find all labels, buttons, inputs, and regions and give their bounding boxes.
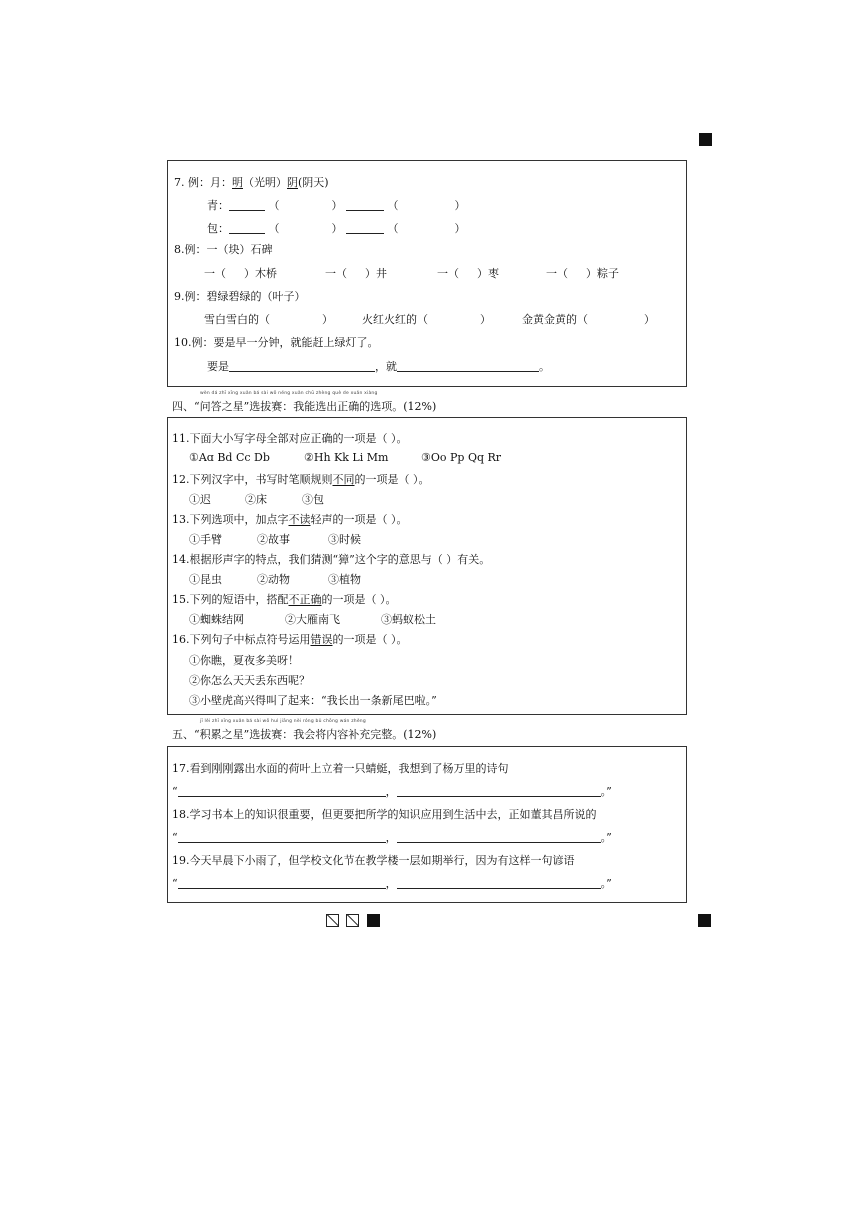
- section4-pinyin: wèn dá zhī xīng xuǎn bá sài wǒ néng xuǎn chū zhèng què de xuǎn xiàng: [200, 391, 378, 396]
- q18-answer-line: “ ， 。”: [172, 831, 612, 844]
- section5-title: 五、“积累之星”选拔赛：我会将内容补充完整。(12%): [172, 728, 437, 741]
- q17-blank-1[interactable]: [178, 785, 386, 797]
- registration-mark-top-right: [699, 133, 712, 146]
- q19-answer-line: “ ， 。”: [172, 877, 612, 890]
- q14-stem: 14.根据形声字的特点，我们猜测“獐”这个字的意思与（ ）有关。: [172, 553, 491, 566]
- q11-option-3[interactable]: ③Oo Pp Qq Rr: [421, 451, 502, 464]
- q9-item-2[interactable]: 火红火红的（ ）: [362, 313, 491, 326]
- q10-blank-2[interactable]: [397, 360, 539, 372]
- section5-pinyin: jī lěi zhī xīng xuǎn bá sài wǒ huì jiāng nèi róng bǔ chōng wán zhěng: [200, 719, 366, 724]
- q13-option-3[interactable]: ③时候: [328, 533, 361, 546]
- q15-option-1[interactable]: ①蜘蛛结网: [189, 613, 244, 626]
- q19-blank-1[interactable]: [178, 877, 386, 889]
- q7-blank[interactable]: [229, 222, 265, 234]
- q12-option-2[interactable]: ②床: [245, 493, 267, 506]
- q9-example: 9.例：碧绿碧绿的（叶子）: [174, 290, 306, 303]
- q18-blank-1[interactable]: [178, 831, 386, 843]
- q11-option-1[interactable]: ①Aɑ Bd Cc Db: [189, 451, 270, 464]
- q18-stem: 18.学习书本上的知识很重要，但更要把所学的知识应用到生活中去，正如董其昌所说的: [172, 808, 597, 821]
- q13-option-1[interactable]: ①手臂: [189, 533, 222, 546]
- q11-stem: 11.下面大小写字母全部对应正确的一项是（ ）。: [172, 432, 408, 445]
- q16-option-3[interactable]: ③小壁虎高兴得叫了起来：“我长出一条新尾巴啦。”: [189, 694, 437, 707]
- q14-option-1[interactable]: ①昆虫: [189, 573, 222, 586]
- q10-example: 10.例：要是早一分钟，就能赶上绿灯了。: [174, 336, 379, 349]
- q10-blank-1[interactable]: [229, 360, 375, 372]
- q18-blank-2[interactable]: [397, 831, 601, 843]
- q13-stem: 13.下列选项中，加点字不读轻声的一项是（ ）。: [172, 513, 408, 526]
- q16-option-1[interactable]: ①你瞧，夏夜多美呀！: [189, 654, 299, 667]
- q10-answer-line: 要是 ，就 。: [207, 360, 550, 373]
- answer-sheet-mark-3: [367, 914, 380, 927]
- q8-item-2[interactable]: 一（ ）井: [325, 267, 387, 280]
- section4-title: 四、“问答之星”选拔赛：我能选出正确的选项。(12%): [172, 400, 437, 413]
- q19-stem: 19.今天早晨下小雨了，但学校文化节在教学楼一层如期举行，因为有这样一句谚语: [172, 854, 575, 867]
- q15-option-2[interactable]: ②大雁南飞: [285, 613, 340, 626]
- q9-item-3[interactable]: 金黄金黄的（ ）: [522, 313, 655, 326]
- q7-row-2: 包： （ ） （ ）: [207, 222, 466, 235]
- q8-item-4[interactable]: 一（ ）粽子: [546, 267, 619, 280]
- answer-sheet-mark-1: [326, 914, 339, 927]
- q7-blank[interactable]: [229, 199, 265, 211]
- q11-option-2[interactable]: ②Hh Kk Li Mm: [304, 451, 389, 464]
- q16-stem: 16.下列句子中标点符号运用错误的一项是（ ）。: [172, 633, 408, 646]
- q7-example: 7. 例：月：明（光明）阴(阴天): [174, 176, 329, 189]
- q9-item-1[interactable]: 雪白雪白的（ ）: [204, 313, 333, 326]
- q12-stem: 12.下列汉字中，书写时笔顺规则不同的一项是（ ）。: [172, 473, 430, 486]
- q7-blank[interactable]: [346, 199, 384, 211]
- q7-row-1: 青： （ ） （ ）: [207, 199, 466, 212]
- q7-blank[interactable]: [346, 222, 384, 234]
- q12-option-1[interactable]: ①迟: [189, 493, 211, 506]
- q14-option-3[interactable]: ③植物: [328, 573, 361, 586]
- q14-option-2[interactable]: ②动物: [257, 573, 290, 586]
- q17-blank-2[interactable]: [397, 785, 601, 797]
- answer-sheet-mark-2: [346, 914, 359, 927]
- q8-item-1[interactable]: 一（ ）木桥: [204, 267, 277, 280]
- q19-blank-2[interactable]: [397, 877, 601, 889]
- q13-option-2[interactable]: ②故事: [257, 533, 290, 546]
- q16-option-2[interactable]: ②你怎么天天丢东西呢？: [189, 674, 310, 687]
- registration-mark-bottom-right: [698, 914, 711, 927]
- q17-answer-line: “ ， 。”: [172, 785, 612, 798]
- q12-option-3[interactable]: ③包: [302, 493, 324, 506]
- q15-stem: 15.下列的短语中，搭配不正确的一项是（ ）。: [172, 593, 397, 606]
- q15-option-3[interactable]: ③蚂蚁松土: [381, 613, 436, 626]
- q8-item-3[interactable]: 一（ ）枣: [437, 267, 499, 280]
- q8-example: 8.例：一（块）石碑: [174, 243, 273, 256]
- q17-stem: 17.看到刚刚露出水面的荷叶上立着一只蜻蜓，我想到了杨万里的诗句: [172, 762, 509, 775]
